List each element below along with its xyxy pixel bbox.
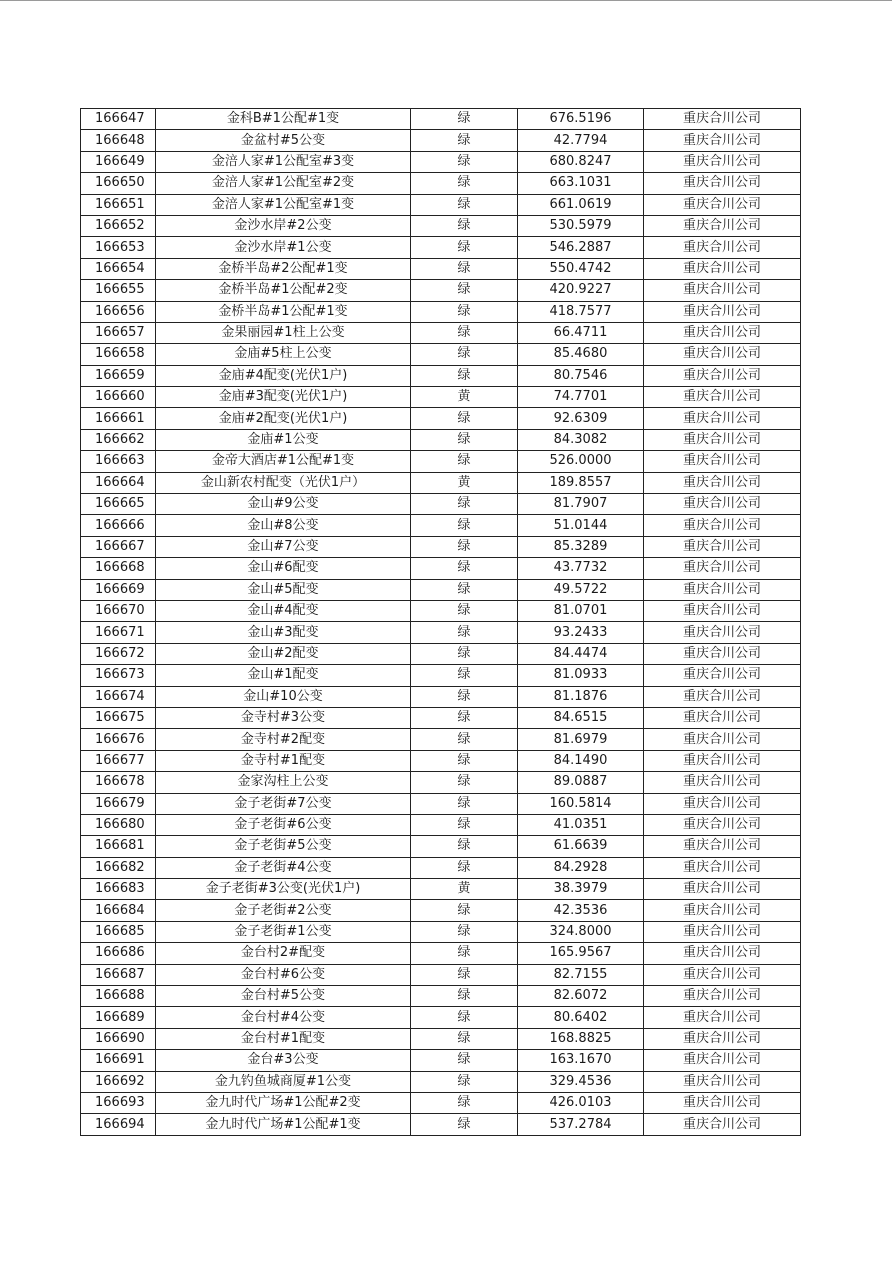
transformer-name-cell: 金子老街#1公变 bbox=[156, 921, 411, 942]
transformer-name-cell: 金庙#3配变(光伏1户) bbox=[156, 387, 411, 408]
transformer-name-cell: 金山#7公变 bbox=[156, 536, 411, 557]
company-cell: 重庆合川公司 bbox=[644, 387, 801, 408]
value-cell: 42.3536 bbox=[518, 900, 644, 921]
status-cell: 绿 bbox=[411, 215, 518, 236]
transformer-name-cell: 金子老街#3公变(光伏1户) bbox=[156, 879, 411, 900]
company-cell: 重庆合川公司 bbox=[644, 408, 801, 429]
value-cell: 84.3082 bbox=[518, 429, 644, 450]
row-id-cell: 166672 bbox=[81, 643, 156, 664]
value-cell: 81.0701 bbox=[518, 600, 644, 621]
transformer-name-cell: 金山新农村配变（光伏1户） bbox=[156, 472, 411, 493]
transformer-name-cell: 金盆村#5公变 bbox=[156, 130, 411, 151]
value-cell: 165.9567 bbox=[518, 943, 644, 964]
status-cell: 绿 bbox=[411, 1007, 518, 1028]
table-row bbox=[81, 879, 801, 900]
company-cell: 重庆合川公司 bbox=[644, 429, 801, 450]
status-cell: 绿 bbox=[411, 964, 518, 985]
table-row bbox=[81, 1050, 801, 1071]
company-cell: 重庆合川公司 bbox=[644, 280, 801, 301]
value-cell: 84.2928 bbox=[518, 857, 644, 878]
row-id-cell: 166680 bbox=[81, 814, 156, 835]
table-row bbox=[81, 258, 801, 279]
value-cell: 82.6072 bbox=[518, 986, 644, 1007]
transformer-name-cell: 金庙#2配变(光伏1户) bbox=[156, 408, 411, 429]
transformer-name-cell: 金台村#4公变 bbox=[156, 1007, 411, 1028]
transformer-name-cell: 金子老街#4公变 bbox=[156, 857, 411, 878]
row-id-cell: 166647 bbox=[81, 109, 156, 130]
row-id-cell: 166661 bbox=[81, 408, 156, 429]
value-cell: 80.6402 bbox=[518, 1007, 644, 1028]
row-id-cell: 166678 bbox=[81, 772, 156, 793]
status-cell: 绿 bbox=[411, 280, 518, 301]
transformer-name-cell: 金庙#4配变(光伏1户) bbox=[156, 365, 411, 386]
value-cell: 546.2887 bbox=[518, 237, 644, 258]
company-cell: 重庆合川公司 bbox=[644, 665, 801, 686]
value-cell: 81.1876 bbox=[518, 686, 644, 707]
company-cell: 重庆合川公司 bbox=[644, 173, 801, 194]
transformer-name-cell: 金庙#1公变 bbox=[156, 429, 411, 450]
transformer-name-cell: 金寺村#3公变 bbox=[156, 707, 411, 728]
table-row bbox=[81, 365, 801, 386]
table-row bbox=[81, 130, 801, 151]
table-row bbox=[81, 921, 801, 942]
company-cell: 重庆合川公司 bbox=[644, 1007, 801, 1028]
status-cell: 绿 bbox=[411, 130, 518, 151]
status-cell: 绿 bbox=[411, 729, 518, 750]
transformer-name-cell: 金涪人家#1公配室#1变 bbox=[156, 194, 411, 215]
value-cell: 41.0351 bbox=[518, 814, 644, 835]
value-cell: 82.7155 bbox=[518, 964, 644, 985]
status-cell: 绿 bbox=[411, 1050, 518, 1071]
company-cell: 重庆合川公司 bbox=[644, 322, 801, 343]
table-row bbox=[81, 857, 801, 878]
value-cell: 324.8000 bbox=[518, 921, 644, 942]
value-cell: 81.0933 bbox=[518, 665, 644, 686]
status-cell: 绿 bbox=[411, 1092, 518, 1113]
table-row bbox=[81, 173, 801, 194]
row-id-cell: 166683 bbox=[81, 879, 156, 900]
value-cell: 85.3289 bbox=[518, 536, 644, 557]
table-row bbox=[81, 1007, 801, 1028]
row-id-cell: 166655 bbox=[81, 280, 156, 301]
company-cell: 重庆合川公司 bbox=[644, 365, 801, 386]
transformer-name-cell: 金家沟柱上公变 bbox=[156, 772, 411, 793]
table-row bbox=[81, 194, 801, 215]
value-cell: 526.0000 bbox=[518, 451, 644, 472]
table-row bbox=[81, 1028, 801, 1049]
table-row bbox=[81, 151, 801, 172]
status-cell: 绿 bbox=[411, 643, 518, 664]
status-cell: 绿 bbox=[411, 109, 518, 130]
value-cell: 676.5196 bbox=[518, 109, 644, 130]
status-cell: 绿 bbox=[411, 793, 518, 814]
status-cell: 绿 bbox=[411, 1071, 518, 1092]
value-cell: 163.1670 bbox=[518, 1050, 644, 1071]
row-id-cell: 166689 bbox=[81, 1007, 156, 1028]
transformer-name-cell: 金山#3配变 bbox=[156, 622, 411, 643]
company-cell: 重庆合川公司 bbox=[644, 729, 801, 750]
value-cell: 42.7794 bbox=[518, 130, 644, 151]
table-row bbox=[81, 579, 801, 600]
company-cell: 重庆合川公司 bbox=[644, 622, 801, 643]
transformer-name-cell: 金山#5配变 bbox=[156, 579, 411, 600]
row-id-cell: 166665 bbox=[81, 494, 156, 515]
company-cell: 重庆合川公司 bbox=[644, 237, 801, 258]
status-cell: 黄 bbox=[411, 387, 518, 408]
value-cell: 663.1031 bbox=[518, 173, 644, 194]
transformer-name-cell: 金涪人家#1公配室#2变 bbox=[156, 173, 411, 194]
status-cell: 绿 bbox=[411, 151, 518, 172]
company-cell: 重庆合川公司 bbox=[644, 151, 801, 172]
table-row bbox=[81, 515, 801, 536]
status-cell: 绿 bbox=[411, 322, 518, 343]
status-cell: 绿 bbox=[411, 1028, 518, 1049]
table-row bbox=[81, 1114, 801, 1135]
company-cell: 重庆合川公司 bbox=[644, 215, 801, 236]
row-id-cell: 166673 bbox=[81, 665, 156, 686]
value-cell: 84.4474 bbox=[518, 643, 644, 664]
company-cell: 重庆合川公司 bbox=[644, 451, 801, 472]
transformer-name-cell: 金台#3公变 bbox=[156, 1050, 411, 1071]
value-cell: 418.7577 bbox=[518, 301, 644, 322]
company-cell: 重庆合川公司 bbox=[644, 558, 801, 579]
table-row bbox=[81, 836, 801, 857]
row-id-cell: 166693 bbox=[81, 1092, 156, 1113]
company-cell: 重庆合川公司 bbox=[644, 1092, 801, 1113]
status-cell: 绿 bbox=[411, 258, 518, 279]
transformer-name-cell: 金庙#5柱上公变 bbox=[156, 344, 411, 365]
company-cell: 重庆合川公司 bbox=[644, 194, 801, 215]
table-row bbox=[81, 772, 801, 793]
status-cell: 绿 bbox=[411, 622, 518, 643]
status-cell: 绿 bbox=[411, 986, 518, 1007]
page-top-border bbox=[0, 0, 892, 1]
status-cell: 绿 bbox=[411, 558, 518, 579]
value-cell: 530.5979 bbox=[518, 215, 644, 236]
transformer-name-cell: 金寺村#2配变 bbox=[156, 729, 411, 750]
row-id-cell: 166658 bbox=[81, 344, 156, 365]
company-cell: 重庆合川公司 bbox=[644, 900, 801, 921]
transformer-name-cell: 金子老街#6公变 bbox=[156, 814, 411, 835]
row-id-cell: 166653 bbox=[81, 237, 156, 258]
row-id-cell: 166664 bbox=[81, 472, 156, 493]
row-id-cell: 166648 bbox=[81, 130, 156, 151]
transformer-name-cell: 金帝大酒店#1公配#1变 bbox=[156, 451, 411, 472]
table-row bbox=[81, 707, 801, 728]
row-id-cell: 166666 bbox=[81, 515, 156, 536]
row-id-cell: 166692 bbox=[81, 1071, 156, 1092]
table-row bbox=[81, 472, 801, 493]
transformer-name-cell: 金台村#1配变 bbox=[156, 1028, 411, 1049]
row-id-cell: 166654 bbox=[81, 258, 156, 279]
value-cell: 426.0103 bbox=[518, 1092, 644, 1113]
row-id-cell: 166686 bbox=[81, 943, 156, 964]
row-id-cell: 166659 bbox=[81, 365, 156, 386]
row-id-cell: 166675 bbox=[81, 707, 156, 728]
status-cell: 绿 bbox=[411, 686, 518, 707]
table-row bbox=[81, 1071, 801, 1092]
transformer-name-cell: 金山#4配变 bbox=[156, 600, 411, 621]
transformer-name-cell: 金科B#1公配#1变 bbox=[156, 109, 411, 130]
transformer-name-cell: 金山#2配变 bbox=[156, 643, 411, 664]
table-row bbox=[81, 686, 801, 707]
company-cell: 重庆合川公司 bbox=[644, 494, 801, 515]
transformer-name-cell: 金桥半岛#1公配#1变 bbox=[156, 301, 411, 322]
value-cell: 85.4680 bbox=[518, 344, 644, 365]
table-row bbox=[81, 558, 801, 579]
company-cell: 重庆合川公司 bbox=[644, 579, 801, 600]
row-id-cell: 166687 bbox=[81, 964, 156, 985]
row-id-cell: 166667 bbox=[81, 536, 156, 557]
transformer-name-cell: 金子老街#2公变 bbox=[156, 900, 411, 921]
row-id-cell: 166657 bbox=[81, 322, 156, 343]
company-cell: 重庆合川公司 bbox=[644, 536, 801, 557]
company-cell: 重庆合川公司 bbox=[644, 515, 801, 536]
value-cell: 160.5814 bbox=[518, 793, 644, 814]
table-row bbox=[81, 322, 801, 343]
company-cell: 重庆合川公司 bbox=[644, 879, 801, 900]
table-row bbox=[81, 643, 801, 664]
company-cell: 重庆合川公司 bbox=[644, 986, 801, 1007]
table-row bbox=[81, 665, 801, 686]
transformer-name-cell: 金山#9公变 bbox=[156, 494, 411, 515]
company-cell: 重庆合川公司 bbox=[644, 921, 801, 942]
value-cell: 81.6979 bbox=[518, 729, 644, 750]
status-cell: 绿 bbox=[411, 194, 518, 215]
company-cell: 重庆合川公司 bbox=[644, 1071, 801, 1092]
value-cell: 680.8247 bbox=[518, 151, 644, 172]
value-cell: 84.6515 bbox=[518, 707, 644, 728]
transformer-name-cell: 金山#10公变 bbox=[156, 686, 411, 707]
table-row bbox=[81, 109, 801, 130]
transformer-name-cell: 金桥半岛#1公配#2变 bbox=[156, 280, 411, 301]
row-id-cell: 166694 bbox=[81, 1114, 156, 1135]
row-id-cell: 166660 bbox=[81, 387, 156, 408]
value-cell: 550.4742 bbox=[518, 258, 644, 279]
status-cell: 黄 bbox=[411, 472, 518, 493]
value-cell: 61.6639 bbox=[518, 836, 644, 857]
value-cell: 80.7546 bbox=[518, 365, 644, 386]
status-cell: 绿 bbox=[411, 301, 518, 322]
transformer-table bbox=[80, 108, 801, 1136]
row-id-cell: 166652 bbox=[81, 215, 156, 236]
status-cell: 绿 bbox=[411, 515, 518, 536]
row-id-cell: 166676 bbox=[81, 729, 156, 750]
status-cell: 绿 bbox=[411, 365, 518, 386]
row-id-cell: 166682 bbox=[81, 857, 156, 878]
company-cell: 重庆合川公司 bbox=[644, 109, 801, 130]
transformer-name-cell: 金沙水岸#2公变 bbox=[156, 215, 411, 236]
table-row bbox=[81, 1092, 801, 1113]
table-row bbox=[81, 814, 801, 835]
row-id-cell: 166688 bbox=[81, 986, 156, 1007]
value-cell: 537.2784 bbox=[518, 1114, 644, 1135]
company-cell: 重庆合川公司 bbox=[644, 301, 801, 322]
row-id-cell: 166685 bbox=[81, 921, 156, 942]
row-id-cell: 166662 bbox=[81, 429, 156, 450]
value-cell: 189.8557 bbox=[518, 472, 644, 493]
table-row bbox=[81, 536, 801, 557]
row-id-cell: 166691 bbox=[81, 1050, 156, 1071]
table-row bbox=[81, 943, 801, 964]
transformer-name-cell: 金台村2#配变 bbox=[156, 943, 411, 964]
table-row bbox=[81, 301, 801, 322]
value-cell: 51.0144 bbox=[518, 515, 644, 536]
table-row bbox=[81, 600, 801, 621]
company-cell: 重庆合川公司 bbox=[644, 258, 801, 279]
company-cell: 重庆合川公司 bbox=[644, 964, 801, 985]
value-cell: 93.2433 bbox=[518, 622, 644, 643]
table-row bbox=[81, 793, 801, 814]
value-cell: 92.6309 bbox=[518, 408, 644, 429]
company-cell: 重庆合川公司 bbox=[644, 472, 801, 493]
value-cell: 43.7732 bbox=[518, 558, 644, 579]
company-cell: 重庆合川公司 bbox=[644, 600, 801, 621]
status-cell: 绿 bbox=[411, 772, 518, 793]
table-row bbox=[81, 280, 801, 301]
table-row bbox=[81, 215, 801, 236]
value-cell: 329.4536 bbox=[518, 1071, 644, 1092]
value-cell: 89.0887 bbox=[518, 772, 644, 793]
transformer-name-cell: 金子老街#5公变 bbox=[156, 836, 411, 857]
status-cell: 绿 bbox=[411, 814, 518, 835]
company-cell: 重庆合川公司 bbox=[644, 1028, 801, 1049]
table-row bbox=[81, 408, 801, 429]
transformer-name-cell: 金九钓鱼城商厦#1公变 bbox=[156, 1071, 411, 1092]
transformer-name-cell: 金山#6配变 bbox=[156, 558, 411, 579]
status-cell: 绿 bbox=[411, 707, 518, 728]
value-cell: 84.1490 bbox=[518, 750, 644, 771]
transformer-name-cell: 金寺村#1配变 bbox=[156, 750, 411, 771]
transformer-name-cell: 金子老街#7公变 bbox=[156, 793, 411, 814]
value-cell: 38.3979 bbox=[518, 879, 644, 900]
status-cell: 绿 bbox=[411, 536, 518, 557]
company-cell: 重庆合川公司 bbox=[644, 836, 801, 857]
company-cell: 重庆合川公司 bbox=[644, 857, 801, 878]
row-id-cell: 166669 bbox=[81, 579, 156, 600]
table-row bbox=[81, 451, 801, 472]
status-cell: 黄 bbox=[411, 879, 518, 900]
status-cell: 绿 bbox=[411, 173, 518, 194]
row-id-cell: 166679 bbox=[81, 793, 156, 814]
value-cell: 168.8825 bbox=[518, 1028, 644, 1049]
status-cell: 绿 bbox=[411, 857, 518, 878]
row-id-cell: 166670 bbox=[81, 600, 156, 621]
status-cell: 绿 bbox=[411, 665, 518, 686]
status-cell: 绿 bbox=[411, 579, 518, 600]
status-cell: 绿 bbox=[411, 600, 518, 621]
status-cell: 绿 bbox=[411, 1114, 518, 1135]
value-cell: 66.4711 bbox=[518, 322, 644, 343]
table-row bbox=[81, 900, 801, 921]
transformer-name-cell: 金台村#6公变 bbox=[156, 964, 411, 985]
value-cell: 49.5722 bbox=[518, 579, 644, 600]
table-row bbox=[81, 964, 801, 985]
row-id-cell: 166656 bbox=[81, 301, 156, 322]
transformer-name-cell: 金九时代广场#1公配#1变 bbox=[156, 1114, 411, 1135]
transformer-name-cell: 金山#1配变 bbox=[156, 665, 411, 686]
status-cell: 绿 bbox=[411, 494, 518, 515]
row-id-cell: 166651 bbox=[81, 194, 156, 215]
transformer-name-cell: 金果丽园#1柱上公变 bbox=[156, 322, 411, 343]
transformer-name-cell: 金九时代广场#1公配#2变 bbox=[156, 1092, 411, 1113]
company-cell: 重庆合川公司 bbox=[644, 793, 801, 814]
table-row bbox=[81, 622, 801, 643]
transformer-name-cell: 金沙水岸#1公变 bbox=[156, 237, 411, 258]
status-cell: 绿 bbox=[411, 451, 518, 472]
row-id-cell: 166681 bbox=[81, 836, 156, 857]
value-cell: 661.0619 bbox=[518, 194, 644, 215]
row-id-cell: 166690 bbox=[81, 1028, 156, 1049]
status-cell: 绿 bbox=[411, 750, 518, 771]
status-cell: 绿 bbox=[411, 344, 518, 365]
status-cell: 绿 bbox=[411, 237, 518, 258]
row-id-cell: 166677 bbox=[81, 750, 156, 771]
table-row bbox=[81, 237, 801, 258]
row-id-cell: 166663 bbox=[81, 451, 156, 472]
status-cell: 绿 bbox=[411, 408, 518, 429]
company-cell: 重庆合川公司 bbox=[644, 643, 801, 664]
company-cell: 重庆合川公司 bbox=[644, 943, 801, 964]
row-id-cell: 166684 bbox=[81, 900, 156, 921]
table-row bbox=[81, 986, 801, 1007]
row-id-cell: 166671 bbox=[81, 622, 156, 643]
table-row bbox=[81, 387, 801, 408]
company-cell: 重庆合川公司 bbox=[644, 707, 801, 728]
company-cell: 重庆合川公司 bbox=[644, 814, 801, 835]
table-row bbox=[81, 429, 801, 450]
row-id-cell: 166649 bbox=[81, 151, 156, 172]
company-cell: 重庆合川公司 bbox=[644, 686, 801, 707]
row-id-cell: 166650 bbox=[81, 173, 156, 194]
company-cell: 重庆合川公司 bbox=[644, 772, 801, 793]
company-cell: 重庆合川公司 bbox=[644, 344, 801, 365]
table-row bbox=[81, 729, 801, 750]
company-cell: 重庆合川公司 bbox=[644, 130, 801, 151]
row-id-cell: 166674 bbox=[81, 686, 156, 707]
company-cell: 重庆合川公司 bbox=[644, 750, 801, 771]
table-row bbox=[81, 344, 801, 365]
table-row bbox=[81, 750, 801, 771]
value-cell: 81.7907 bbox=[518, 494, 644, 515]
transformer-name-cell: 金台村#5公变 bbox=[156, 986, 411, 1007]
status-cell: 绿 bbox=[411, 429, 518, 450]
company-cell: 重庆合川公司 bbox=[644, 1114, 801, 1135]
transformer-name-cell: 金涪人家#1公配室#3变 bbox=[156, 151, 411, 172]
company-cell: 重庆合川公司 bbox=[644, 1050, 801, 1071]
row-id-cell: 166668 bbox=[81, 558, 156, 579]
transformer-name-cell: 金桥半岛#2公配#1变 bbox=[156, 258, 411, 279]
transformer-name-cell: 金山#8公变 bbox=[156, 515, 411, 536]
status-cell: 绿 bbox=[411, 921, 518, 942]
value-cell: 420.9227 bbox=[518, 280, 644, 301]
status-cell: 绿 bbox=[411, 943, 518, 964]
value-cell: 74.7701 bbox=[518, 387, 644, 408]
table-row bbox=[81, 494, 801, 515]
status-cell: 绿 bbox=[411, 836, 518, 857]
status-cell: 绿 bbox=[411, 900, 518, 921]
